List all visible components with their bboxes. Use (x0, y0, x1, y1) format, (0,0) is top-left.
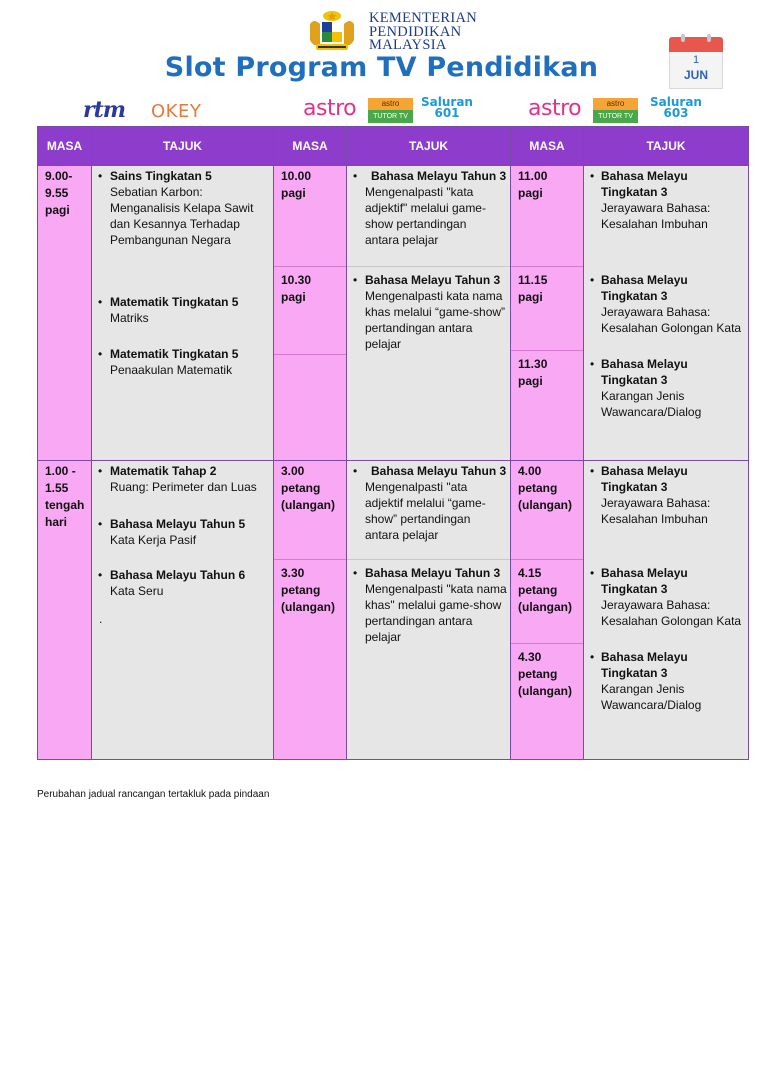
masa-cell (274, 461, 347, 760)
masa-cell (511, 166, 584, 461)
time-line: tengah (45, 498, 85, 512)
time-line: petang (281, 583, 321, 597)
ministry-line-1: KEMENTERIAN (369, 10, 478, 26)
program-subject: Tingkatan 3 (601, 289, 668, 303)
table-header-row (38, 127, 749, 166)
time-slot (518, 565, 572, 616)
time-slot (518, 168, 547, 202)
program-item (601, 565, 741, 629)
program-subject: Bahasa Melayu (601, 464, 688, 478)
bullet-icon: • (590, 357, 595, 371)
time-line: 4.30 (518, 650, 542, 664)
time-line: 11.30 (518, 357, 548, 371)
bullet-icon: • (98, 169, 103, 183)
time-line: pagi (518, 374, 543, 388)
program-item (371, 463, 506, 479)
calendar-header (669, 37, 723, 52)
okey-logo: OKEY (151, 101, 202, 122)
tajuk-cell (584, 461, 749, 760)
time-line: petang (518, 481, 558, 495)
program-topic-block (365, 479, 486, 543)
column-header-masa: MASA (38, 127, 92, 166)
column-header-masa: MASA (274, 127, 347, 166)
bullet-icon: • (590, 464, 595, 478)
time-slot (281, 272, 311, 306)
bullet-icon: • (353, 169, 358, 183)
tajuk-cell (347, 461, 511, 760)
astro-tutor-tv-logo (593, 98, 638, 123)
program-subject: Tingkatan 3 (601, 373, 668, 387)
time-slot (518, 272, 547, 306)
time-line: (ulangan) (518, 684, 572, 698)
footer-note: Perubahan jadual rancangan tertakluk pada pindaan (37, 789, 270, 800)
program-subject: Tingkatan 3 (601, 185, 668, 199)
time-line: 1.55 (45, 481, 69, 495)
program-item (110, 567, 245, 599)
slot-divider (511, 559, 583, 560)
program-item (365, 272, 505, 352)
time-line: (ulangan) (281, 600, 335, 614)
time-slot (45, 463, 84, 531)
time-line: 3.00 (281, 464, 305, 478)
program-subject: Bahasa Melayu (601, 357, 688, 371)
time-line: pagi (281, 290, 306, 304)
ministry-line-3: MALAYSIA (369, 37, 447, 53)
program-item (601, 168, 710, 232)
malaysia-coat-of-arms-logo (304, 10, 360, 54)
program-subject: Tingkatan 3 (601, 480, 668, 494)
masa-cell (511, 461, 584, 760)
program-item (365, 565, 507, 645)
saluran-603 (646, 97, 706, 119)
slot-divider (274, 559, 346, 560)
program-topic: Wawancara/Dialog (601, 698, 702, 712)
time-slot (518, 463, 572, 514)
program-topic: Jerayawara Bahasa: (601, 496, 711, 510)
tutor-tv-bottom: TUTOR TV (368, 110, 413, 123)
tajuk-cell (584, 166, 749, 461)
tajuk-cell (92, 166, 274, 461)
time-line: petang (281, 481, 321, 495)
calendar-day: 1 (692, 54, 700, 66)
program-subject: Bahasa Melayu Tahun 3 (371, 464, 507, 478)
program-topic: pertandingan antara (365, 321, 473, 335)
program-subject: Tingkatan 3 (601, 582, 668, 596)
program-topic: Kata Seru (110, 584, 164, 598)
time-line: (ulangan) (281, 498, 335, 512)
program-subject: Bahasa Melayu (601, 273, 688, 287)
masa-cell (38, 166, 92, 461)
program-topic: Mengenalpasti "kata (365, 185, 474, 199)
program-item (110, 463, 257, 495)
program-topic: adjektif" melalui game- (365, 201, 486, 215)
program-subject: Bahasa Melayu (601, 169, 688, 183)
astro-logo: astro (303, 96, 357, 121)
program-topic: Menganalisis Kelapa Sawit (110, 201, 254, 215)
ministry-name (369, 12, 477, 53)
time-line: (ulangan) (518, 600, 572, 614)
program-subject: Tingkatan 3 (601, 666, 668, 680)
program-item (601, 356, 701, 420)
program-topic: pertandingan antara (365, 614, 473, 628)
rtm-logo: rtm (83, 97, 126, 123)
time-line: pagi (281, 186, 306, 200)
program-topic: Jerayawara Bahasa: (601, 201, 711, 215)
program-topic: dan Kesannya Terhadap (110, 217, 240, 231)
saluran-label: Saluran (421, 95, 473, 109)
bullet-icon: • (98, 568, 103, 582)
tutor-tv-top: astro (593, 98, 638, 110)
bullet-icon: • (590, 650, 595, 664)
program-topic: Karangan Jenis (601, 389, 685, 403)
time-line: 9.55 (45, 186, 69, 200)
program-topic: Kata Kerja Pasif (110, 533, 197, 547)
masa-cell (38, 461, 92, 760)
slot-divider (274, 266, 346, 267)
tutor-tv-top: astro (368, 98, 413, 110)
program-subject: Bahasa Melayu Tahun 3 (365, 566, 501, 580)
time-line: 11.00 (518, 169, 548, 183)
program-topic: Wawancara/Dialog (601, 405, 702, 419)
program-topic: Karangan Jenis (601, 682, 685, 696)
program-topic: antara pelajar (365, 233, 439, 247)
program-item (110, 168, 253, 248)
program-topic: khas melalui “game-show” (365, 305, 506, 319)
bullet-icon: • (353, 273, 358, 287)
astro-logo: astro (528, 96, 582, 121)
column-header-tajuk: TAJUK (584, 127, 749, 166)
program-topic: Jerayawara Bahasa: (601, 305, 711, 319)
calendar-ring-icon (707, 34, 711, 42)
bullet-icon: • (353, 464, 358, 478)
program-item (371, 168, 506, 184)
slot-divider (511, 350, 583, 351)
calendar-month: JUN (683, 68, 708, 82)
program-topic: Pembangunan Negara (110, 233, 231, 247)
table-row (38, 166, 749, 461)
time-slot (281, 463, 335, 514)
time-line: 10.30 (281, 273, 312, 287)
program-subject: Bahasa Melayu (601, 566, 688, 580)
program-topic: antara pelajar (365, 528, 439, 542)
time-line: 3.30 (281, 566, 305, 580)
table-row (38, 461, 749, 760)
slot-divider (347, 559, 510, 560)
slot-divider (511, 643, 583, 644)
saluran-label: Saluran (650, 95, 702, 109)
time-line: 11.15 (518, 273, 548, 287)
slot-divider (347, 266, 510, 267)
tajuk-cell (92, 461, 274, 760)
time-line: pagi (45, 203, 70, 217)
slot-divider (511, 266, 583, 267)
time-line: 9.00- (45, 169, 73, 183)
program-topic: Sebatian Karbon: (110, 185, 203, 199)
calendar-ring-icon (681, 34, 685, 42)
time-line: 10.00 (281, 169, 312, 183)
bullet-icon: • (590, 169, 595, 183)
time-line: petang (518, 667, 558, 681)
program-item (110, 294, 238, 326)
time-line: pagi (518, 186, 543, 200)
program-subject: Bahasa Melayu Tahun 3 (371, 169, 507, 183)
program-topic: Mengenalpasti kata nama (365, 289, 503, 303)
program-subject: Matematik Tingkatan 5 (110, 347, 239, 361)
astro-tutor-tv-logo (368, 98, 413, 123)
program-topic: Mengenalpasti "kata nama (365, 582, 507, 596)
program-item (110, 346, 238, 378)
program-topic: Matriks (110, 311, 149, 325)
program-subject: Bahasa Melayu Tahun 5 (110, 517, 246, 531)
bullet-icon: • (98, 517, 103, 531)
ministry-line-2: PENDIDIKAN (369, 23, 462, 40)
program-item (601, 463, 710, 527)
time-slot (518, 649, 572, 700)
time-line: (ulangan) (518, 498, 572, 512)
program-topic: adjektif melalui “game- (365, 496, 486, 510)
program-topic: show” pertandingan (365, 512, 471, 526)
program-topic: pelajar (365, 630, 402, 644)
program-subject: Bahasa Melayu Tahun 3 (365, 273, 501, 287)
time-line: pagi (518, 290, 543, 304)
program-subject: Bahasa Melayu (601, 650, 688, 664)
channel-number: 601 (434, 106, 460, 120)
stray-dot: . (99, 612, 103, 626)
program-topic: Kesalahan Golongan Kata (601, 321, 742, 335)
time-line: petang (518, 583, 558, 597)
channel-number: 603 (663, 106, 689, 120)
tajuk-cell (347, 166, 511, 461)
program-topic: show pertandingan (365, 217, 467, 231)
time-slot (281, 565, 335, 616)
time-line: 1.00 - (45, 464, 76, 478)
time-slot (281, 168, 311, 202)
program-topic: Ruang: Perimeter dan Luas (110, 480, 257, 494)
time-line: hari (45, 515, 68, 529)
column-header-tajuk: TAJUK (92, 127, 274, 166)
calendar-icon (669, 37, 723, 89)
program-topic: Kesalahan Golongan Kata (601, 614, 742, 628)
program-subject: Matematik Tahap 2 (110, 464, 217, 478)
program-subject: Sains Tingkatan 5 (110, 169, 212, 183)
column-header-masa: MASA (511, 127, 584, 166)
program-topic: Kesalahan Imbuhan (601, 217, 708, 231)
program-topic: Penaakulan Matematik (110, 363, 233, 377)
bullet-icon: • (98, 347, 103, 361)
column-header-tajuk: TAJUK (347, 127, 511, 166)
program-topic: Mengenalpasti "ata (365, 480, 468, 494)
program-item (601, 649, 701, 713)
tutor-tv-bottom: TUTOR TV (593, 110, 638, 123)
program-topic: pelajar (365, 337, 402, 351)
program-item (110, 516, 245, 548)
program-topic: Jerayawara Bahasa: (601, 598, 711, 612)
program-subject: Matematik Tingkatan 5 (110, 295, 239, 309)
bullet-icon: • (353, 566, 358, 580)
program-topic: khas" melalui game-show (365, 598, 502, 612)
time-line: 4.00 (518, 464, 542, 478)
program-topic-block (365, 184, 486, 248)
bullet-icon: • (590, 566, 595, 580)
saluran-601 (417, 97, 477, 119)
program-topic: Kesalahan Imbuhan (601, 512, 708, 526)
time-slot (518, 356, 547, 390)
time-line: 4.15 (518, 566, 542, 580)
bullet-icon: • (98, 464, 103, 478)
bullet-icon: • (98, 295, 103, 309)
program-subject: Bahasa Melayu Tahun 6 (110, 568, 246, 582)
program-item (601, 272, 741, 336)
slot-divider (274, 354, 346, 355)
page-title: Slot Program TV Pendidikan (164, 52, 599, 83)
bullet-icon: • (590, 273, 595, 287)
schedule-table (37, 126, 749, 760)
masa-cell (274, 166, 347, 461)
time-slot (45, 168, 72, 219)
